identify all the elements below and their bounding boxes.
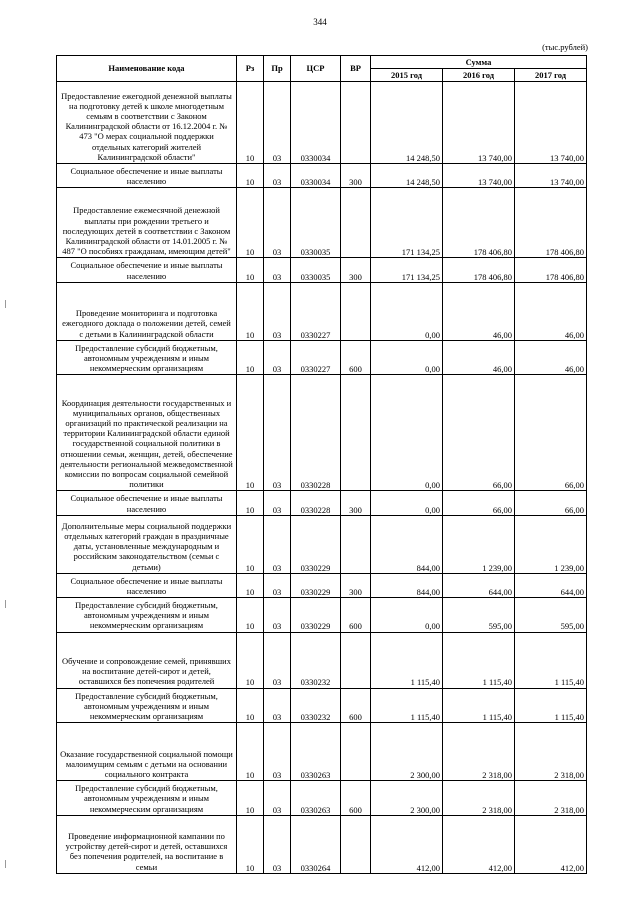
cell-vr: 600 [341,340,371,375]
header-pr: Пр [264,56,291,82]
cell-pr: 03 [264,258,291,282]
cell-v2016: 1 115,40 [443,632,515,688]
cell-v2016: 13 740,00 [443,164,515,188]
cell-vr [341,632,371,688]
cell-v2017: 178 406,80 [515,188,587,258]
margin-mark [5,300,6,308]
cell-name: Социальное обеспечение и иные выплаты населению [57,164,237,188]
cell-v2017: 1 115,40 [515,688,587,723]
cell-vr: 300 [341,258,371,282]
cell-csr: 0330263 [291,781,341,816]
cell-rz: 10 [237,515,264,573]
cell-v2017: 13 740,00 [515,164,587,188]
cell-name: Социальное обеспечение и иные выплаты населению [57,573,237,597]
cell-v2017: 13 740,00 [515,82,587,164]
cell-csr: 0330263 [291,723,341,781]
cell-v2017: 66,00 [515,375,587,491]
cell-pr: 03 [264,598,291,633]
table-row [57,632,587,688]
cell-csr: 0330232 [291,632,341,688]
cell-v2016: 178 406,80 [443,258,515,282]
cell-vr: 600 [341,781,371,816]
cell-csr: 0330228 [291,491,341,515]
cell-pr: 03 [264,164,291,188]
cell-v2017: 2 318,00 [515,781,587,816]
cell-pr: 03 [264,723,291,781]
cell-v2015: 14 248,50 [371,82,443,164]
table-row [57,164,587,188]
cell-v2015: 0,00 [371,491,443,515]
cell-v2017: 66,00 [515,491,587,515]
cell-v2016: 595,00 [443,598,515,633]
cell-v2017: 46,00 [515,282,587,340]
cell-name: Предоставление субсидий бюджетным, автономным учреждениям и иным некоммерческим организациям [57,598,237,633]
cell-name: Социальное обеспечение и иные выплаты населению [57,491,237,515]
cell-v2017: 1 239,00 [515,515,587,573]
cell-v2015: 2 300,00 [371,723,443,781]
cell-rz: 10 [237,598,264,633]
cell-rz: 10 [237,164,264,188]
cell-csr: 0330035 [291,188,341,258]
cell-v2015: 14 248,50 [371,164,443,188]
cell-csr: 0330227 [291,282,341,340]
cell-pr: 03 [264,781,291,816]
cell-pr: 03 [264,573,291,597]
cell-vr [341,282,371,340]
header-2016: 2016 год [443,69,515,82]
cell-v2015: 171 134,25 [371,188,443,258]
table-row [57,258,587,282]
cell-v2015: 171 134,25 [371,258,443,282]
cell-v2017: 178 406,80 [515,258,587,282]
cell-vr [341,815,371,873]
cell-v2015: 0,00 [371,340,443,375]
cell-csr: 0330034 [291,164,341,188]
cell-v2017: 46,00 [515,340,587,375]
cell-v2016: 644,00 [443,573,515,597]
cell-v2016: 1 239,00 [443,515,515,573]
header-vr: ВР [341,56,371,82]
cell-vr [341,188,371,258]
cell-vr: 600 [341,598,371,633]
cell-csr: 0330229 [291,515,341,573]
cell-rz: 10 [237,340,264,375]
cell-v2016: 46,00 [443,340,515,375]
cell-v2016: 66,00 [443,375,515,491]
budget-table [56,55,587,874]
cell-v2017: 1 115,40 [515,632,587,688]
cell-vr: 600 [341,688,371,723]
cell-rz: 10 [237,688,264,723]
cell-csr: 0330232 [291,688,341,723]
cell-name: Дополнительные меры социальной поддержки отдельных категорий граждан в праздничные даты, установленные международным и российским законодательством (семьи с детьми) [57,515,237,573]
cell-rz: 10 [237,82,264,164]
cell-v2016: 178 406,80 [443,188,515,258]
cell-vr: 300 [341,164,371,188]
table-row [57,282,587,340]
header-2015: 2015 год [371,69,443,82]
table-row [57,573,587,597]
cell-rz: 10 [237,723,264,781]
cell-v2015: 2 300,00 [371,781,443,816]
cell-rz: 10 [237,375,264,491]
cell-name: Социальное обеспечение и иные выплаты населению [57,258,237,282]
cell-pr: 03 [264,188,291,258]
table-row [57,188,587,258]
header-2017: 2017 год [515,69,587,82]
cell-v2016: 412,00 [443,815,515,873]
cell-v2016: 1 115,40 [443,688,515,723]
cell-v2015: 0,00 [371,598,443,633]
cell-v2017: 595,00 [515,598,587,633]
cell-pr: 03 [264,340,291,375]
header-csr: ЦСР [291,56,341,82]
cell-name: Предоставление субсидий бюджетным, автономным учреждениям и иным некоммерческим организациям [57,688,237,723]
cell-vr [341,82,371,164]
cell-pr: 03 [264,491,291,515]
cell-rz: 10 [237,573,264,597]
cell-vr [341,723,371,781]
cell-csr: 0330229 [291,573,341,597]
cell-v2016: 46,00 [443,282,515,340]
table-row [57,375,587,491]
table-row [57,815,587,873]
table-row [57,688,587,723]
cell-v2015: 844,00 [371,573,443,597]
cell-csr: 0330227 [291,340,341,375]
cell-rz: 10 [237,491,264,515]
cell-pr: 03 [264,282,291,340]
cell-name: Обучение и сопровождение семей, принявших на воспитание детей-сирот и детей, оставшихся без попечения родителей [57,632,237,688]
cell-name: Предоставление ежемесячной денежной выплаты при рождении третьего и последующих детей в соответствии с Законом Калининградской области от 14.01.2005 г. № 487 "О пособиях гражданам, имеющим детей" [57,188,237,258]
cell-csr: 0330264 [291,815,341,873]
table-row [57,515,587,573]
cell-v2016: 66,00 [443,491,515,515]
margin-mark [5,860,6,868]
cell-pr: 03 [264,82,291,164]
cell-name: Проведение информационной кампании по устройству детей-сирот и детей, оставшихся без попечения родителей, на воспитание в семьи [57,815,237,873]
table-row [57,781,587,816]
table-row [57,340,587,375]
cell-v2015: 0,00 [371,375,443,491]
cell-csr: 0330229 [291,598,341,633]
units-label: (тыс.рублей) [542,42,588,52]
cell-name: Проведение мониторинга и подготовка ежегодного доклада о положении детей, семей с детьми в Калининградской области [57,282,237,340]
table-row [57,82,587,164]
cell-v2015: 412,00 [371,815,443,873]
cell-v2016: 2 318,00 [443,781,515,816]
cell-name: Предоставление ежегодной денежной выплаты на подготовку детей к школе многодетным семьям в соответствии с Законом Калининградской области от 16.12.2004 г. № 473 "О мерах социальной поддержки отдельных категорий жителей Калининградской области" [57,82,237,164]
header-name: Наименование кода [57,56,237,82]
cell-v2015: 844,00 [371,515,443,573]
table-row [57,491,587,515]
cell-vr [341,515,371,573]
cell-name: Предоставление субсидий бюджетным, автономным учреждениям и иным некоммерческим организациям [57,781,237,816]
cell-rz: 10 [237,815,264,873]
cell-v2015: 0,00 [371,282,443,340]
cell-rz: 10 [237,632,264,688]
cell-v2017: 644,00 [515,573,587,597]
cell-csr: 0330035 [291,258,341,282]
cell-rz: 10 [237,258,264,282]
cell-rz: 10 [237,282,264,340]
page-number: 344 [313,17,327,27]
cell-rz: 10 [237,188,264,258]
cell-pr: 03 [264,515,291,573]
header-sum: Сумма [371,56,587,69]
cell-name: Координация деятельности государственных и муниципальных органов, общественных организаций по практической реализации на территории Калининградской области единой государственной социальной политики в отношении семьи, женщин, детей, обеспечение деятельности региональной межведомственной комиссии по вопросам социальной семейной политики [57,375,237,491]
cell-v2017: 412,00 [515,815,587,873]
table-row [57,723,587,781]
cell-v2015: 1 115,40 [371,688,443,723]
cell-csr: 0330228 [291,375,341,491]
cell-name: Предоставление субсидий бюджетным, автономным учреждениям и иным некоммерческим организациям [57,340,237,375]
cell-vr: 300 [341,573,371,597]
header-rz: Рз [237,56,264,82]
cell-pr: 03 [264,688,291,723]
cell-v2016: 13 740,00 [443,82,515,164]
cell-pr: 03 [264,632,291,688]
cell-v2017: 2 318,00 [515,723,587,781]
table-body [57,82,587,874]
cell-pr: 03 [264,375,291,491]
cell-pr: 03 [264,815,291,873]
cell-v2016: 2 318,00 [443,723,515,781]
cell-v2015: 1 115,40 [371,632,443,688]
cell-csr: 0330034 [291,82,341,164]
margin-mark [5,600,6,608]
table-row [57,598,587,633]
cell-rz: 10 [237,781,264,816]
cell-vr: 300 [341,491,371,515]
cell-name: Оказание государственной социальной помощи малоимущим семьям с детьми на основании социального контракта [57,723,237,781]
cell-vr [341,375,371,491]
